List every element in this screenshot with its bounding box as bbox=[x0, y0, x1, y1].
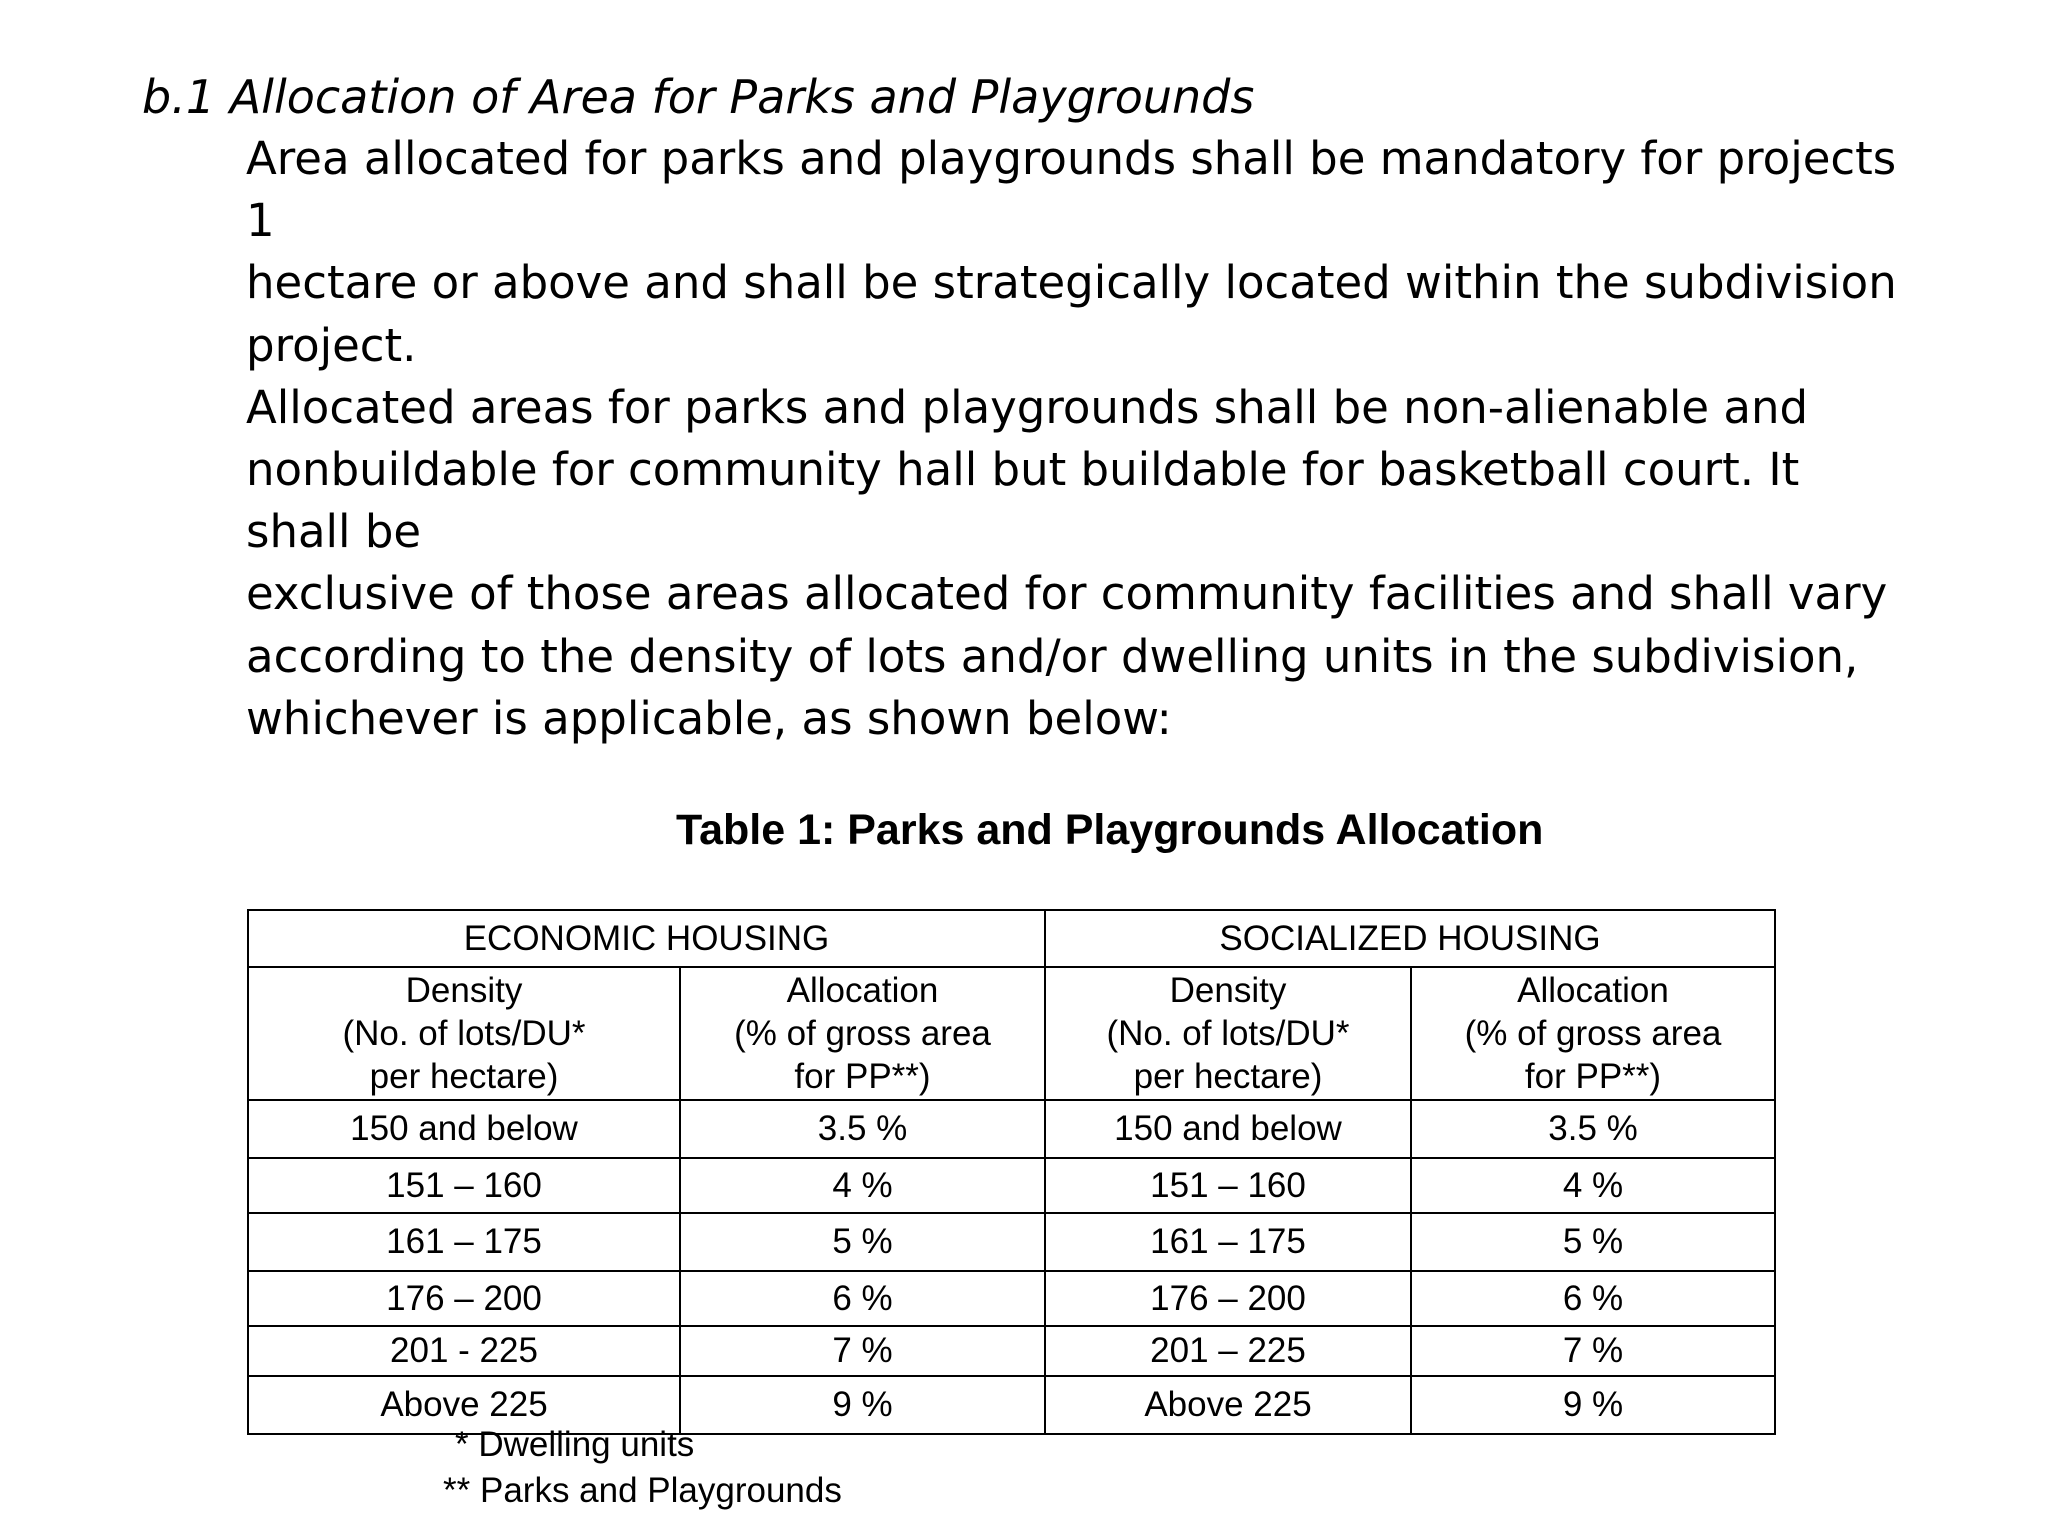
table-cell: 176 – 200 bbox=[1045, 1271, 1411, 1326]
table-cell: 9 % bbox=[1411, 1376, 1775, 1434]
subheader-line: Density bbox=[1169, 971, 1287, 1010]
subheader-line: for PP**) bbox=[794, 1057, 931, 1096]
subheader-line: per hectare) bbox=[1133, 1057, 1323, 1096]
body-line: according to the density of lots and/or dwelling units in the subdivision, bbox=[246, 629, 1859, 683]
table-cell: 151 – 160 bbox=[248, 1158, 680, 1213]
table-cell: 161 – 175 bbox=[248, 1213, 680, 1271]
body-line: Allocated areas for parks and playgrounds shall be non-alienable and bbox=[246, 380, 1809, 434]
table-cell: 150 and below bbox=[248, 1100, 680, 1158]
subheader-line: Density bbox=[405, 971, 523, 1010]
table-cell: 7 % bbox=[1411, 1326, 1775, 1376]
allocation-table bbox=[247, 909, 1776, 1435]
body-line: nonbuildable for community hall but buildable for basketball court. It bbox=[246, 443, 1800, 497]
section-heading: b.1 Allocation of Area for Parks and Playgrounds bbox=[142, 70, 1255, 124]
table-cell: 7 % bbox=[680, 1326, 1045, 1376]
footnote-text: Parks and Playgrounds bbox=[479, 1471, 842, 1510]
table-row bbox=[248, 1100, 1775, 1158]
table-footnotes bbox=[443, 1422, 842, 1514]
table-cell: 151 – 160 bbox=[1045, 1158, 1411, 1213]
subheader-density bbox=[248, 967, 680, 1100]
table-cell: 4 % bbox=[680, 1158, 1045, 1213]
table-cell: 3.5 % bbox=[680, 1100, 1045, 1158]
group-header-socialized: SOCIALIZED HOUSING bbox=[1045, 910, 1775, 967]
subheader-allocation bbox=[680, 967, 1045, 1100]
table-cell: 9 % bbox=[680, 1376, 1045, 1434]
subheader-density bbox=[1045, 967, 1411, 1100]
body-paragraph bbox=[246, 128, 1897, 750]
table-title: Table 1: Parks and Playgrounds Allocation bbox=[676, 806, 1544, 854]
footnote-marker: ** bbox=[443, 1471, 471, 1510]
table-cell: 6 % bbox=[680, 1271, 1045, 1326]
table-cell: 201 - 225 bbox=[248, 1326, 680, 1376]
subheader-line: (No. of lots/DU* bbox=[342, 1014, 586, 1053]
subheader-line: Allocation bbox=[1517, 971, 1669, 1010]
subheader-line: (% of gross area bbox=[1464, 1014, 1722, 1053]
table-cell: Above 225 bbox=[1045, 1376, 1411, 1434]
subheader-line: Allocation bbox=[786, 971, 939, 1010]
subheader-allocation bbox=[1411, 967, 1775, 1100]
table-cell: 150 and below bbox=[1045, 1100, 1411, 1158]
footnote-text: Dwelling units bbox=[478, 1425, 695, 1464]
table-row bbox=[248, 1158, 1775, 1213]
table-cell: 176 – 200 bbox=[248, 1271, 680, 1326]
table-subheader-row bbox=[248, 967, 1775, 1100]
footnote-dwelling-units bbox=[455, 1422, 842, 1468]
table-row bbox=[248, 1271, 1775, 1326]
footnote-marker: * bbox=[455, 1425, 469, 1464]
table-cell: 5 % bbox=[680, 1213, 1045, 1271]
subheader-line: (No. of lots/DU* bbox=[1106, 1014, 1350, 1053]
table-cell: 6 % bbox=[1411, 1271, 1775, 1326]
table-cell: 4 % bbox=[1411, 1158, 1775, 1213]
table-cell: 3.5 % bbox=[1411, 1100, 1775, 1158]
body-line: hectare or above and shall be strategically located within the subdivision bbox=[246, 256, 1897, 310]
subheader-line: for PP**) bbox=[1524, 1057, 1662, 1096]
table-row bbox=[248, 1326, 1775, 1376]
subheader-line: (% of gross area bbox=[734, 1014, 991, 1053]
table-cell: 201 – 225 bbox=[1045, 1326, 1411, 1376]
table-row bbox=[248, 1213, 1775, 1271]
body-line: project. bbox=[246, 318, 417, 372]
subheader-line: per hectare) bbox=[369, 1057, 559, 1096]
table-cell: 5 % bbox=[1411, 1213, 1775, 1271]
table-cell: Above 225 bbox=[248, 1376, 680, 1434]
body-line: shall be bbox=[246, 505, 422, 559]
body-line: exclusive of those areas allocated for community facilities and shall vary bbox=[246, 567, 1888, 621]
group-header-economic: ECONOMIC HOUSING bbox=[248, 910, 1045, 967]
footnote-parks-playgrounds bbox=[443, 1468, 842, 1514]
body-line: 1 bbox=[246, 194, 275, 248]
body-line: whichever is applicable, as shown below: bbox=[246, 691, 1172, 745]
table-group-header-row bbox=[248, 910, 1775, 967]
table-cell: 161 – 175 bbox=[1045, 1213, 1411, 1271]
body-line: Area allocated for parks and playgrounds shall be mandatory for projects bbox=[246, 132, 1897, 185]
